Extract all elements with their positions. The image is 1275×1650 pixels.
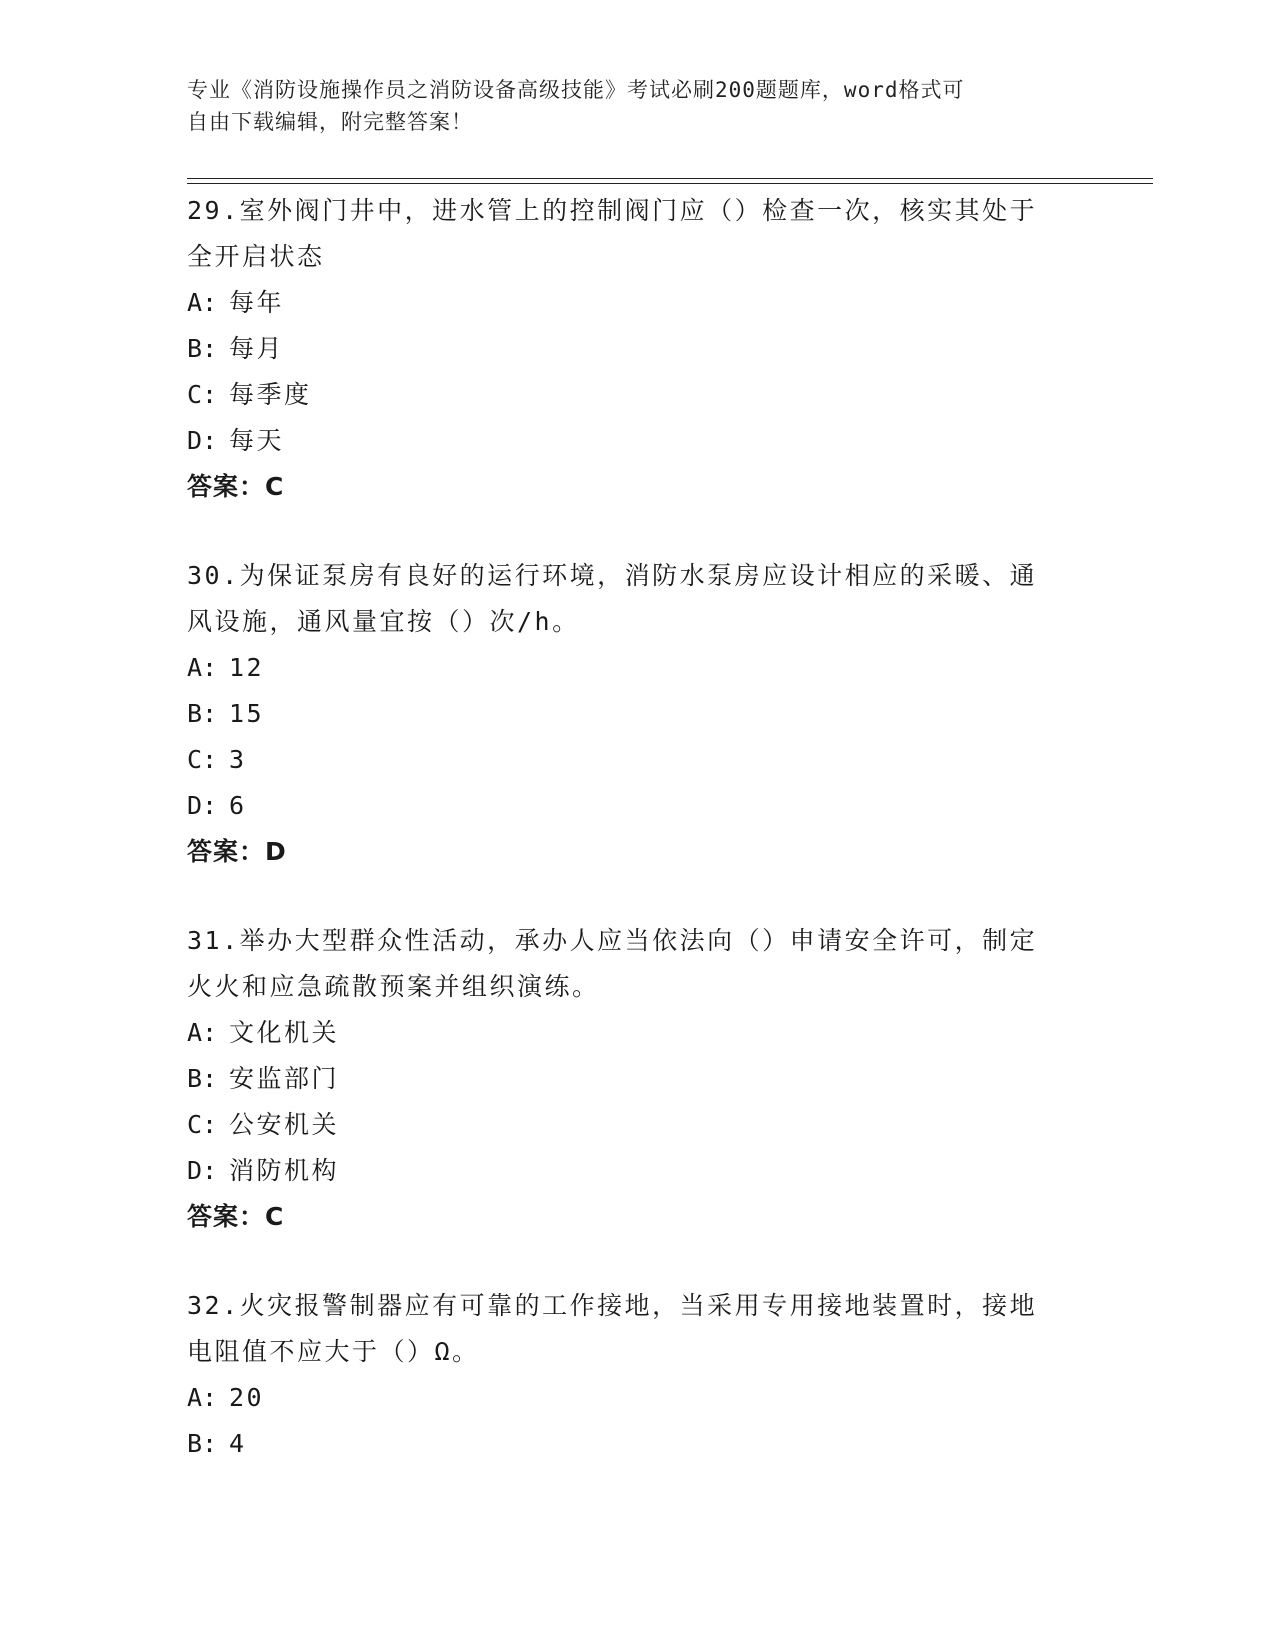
option-label: B: (187, 699, 218, 728)
question-31 (187, 918, 1087, 1240)
option-value: 20 (229, 1383, 265, 1412)
header-divider-top (187, 178, 1153, 179)
option-label: D: (187, 791, 218, 820)
answer-line: 答案：C (187, 1202, 285, 1231)
option-d (187, 783, 1087, 829)
option-b (187, 326, 1087, 372)
option-a (187, 1010, 1087, 1056)
option-value: 3 (229, 745, 247, 774)
option-label: D: (187, 1156, 218, 1185)
question-text-line-1: 29.室外阀门井中，进水管上的控制阀门应（）检查一次，核实其处于 (187, 196, 1038, 225)
option-a (187, 1375, 1087, 1421)
option-b (187, 1056, 1087, 1102)
option-value: 12 (229, 653, 265, 682)
question-text-line-2: 全开启状态 (187, 242, 325, 271)
option-b (187, 691, 1087, 737)
question-30 (187, 553, 1087, 875)
question-text-line-2: 风设施，通风量宜按（）次/h。 (187, 607, 580, 636)
option-value: 公安机关 (229, 1110, 340, 1139)
option-value: 安监部门 (229, 1064, 340, 1093)
option-value: 每月 (229, 334, 285, 363)
header-divider-bottom (187, 183, 1153, 184)
question-32 (187, 1283, 1087, 1467)
option-label: C: (187, 1110, 218, 1139)
option-d (187, 418, 1087, 464)
option-c (187, 1102, 1087, 1148)
option-label: D: (187, 426, 218, 455)
option-label: A: (187, 1018, 218, 1047)
option-label: B: (187, 1064, 218, 1093)
option-c (187, 737, 1087, 783)
question-text-line-2: 电阻值不应大于（）Ω。 (187, 1337, 480, 1366)
question-text-line-1: 32.火灾报警制器应有可靠的工作接地，当采用专用接地装置时，接地 (187, 1291, 1038, 1320)
question-text-line-2: 火火和应急疏散预案并组织演练。 (187, 972, 600, 1001)
option-label: B: (187, 334, 218, 363)
option-b (187, 1421, 1087, 1467)
option-value: 每天 (229, 426, 285, 455)
header-line-2: 自由下载编辑，附完整答案！ (187, 110, 473, 134)
option-d (187, 1148, 1087, 1194)
option-value: 15 (229, 699, 265, 728)
document-header (187, 74, 1067, 138)
option-label: A: (187, 1383, 218, 1412)
option-label: A: (187, 653, 218, 682)
option-c (187, 372, 1087, 418)
option-value: 每季度 (229, 380, 312, 409)
option-value: 4 (229, 1429, 247, 1458)
option-value: 6 (229, 791, 247, 820)
option-label: C: (187, 380, 218, 409)
option-value: 每年 (229, 288, 285, 317)
option-a (187, 280, 1087, 326)
option-value: 消防机构 (229, 1156, 340, 1185)
question-29 (187, 188, 1087, 510)
question-text-line-1: 30.为保证泵房有良好的运行环境，消防水泵房应设计相应的采暖、通 (187, 561, 1038, 590)
answer-line: 答案：C (187, 472, 285, 501)
option-label: B: (187, 1429, 218, 1458)
answer-line: 答案：D (187, 837, 287, 866)
question-text-line-1: 31.举办大型群众性活动，承办人应当依法向（）申请安全许可，制定 (187, 926, 1038, 955)
option-value: 文化机关 (229, 1018, 340, 1047)
option-a (187, 645, 1087, 691)
option-label: C: (187, 745, 218, 774)
option-label: A: (187, 288, 218, 317)
header-line-1: 专业《消防设施操作员之消防设备高级技能》考试必刷200题题库，word格式可 (187, 78, 965, 102)
